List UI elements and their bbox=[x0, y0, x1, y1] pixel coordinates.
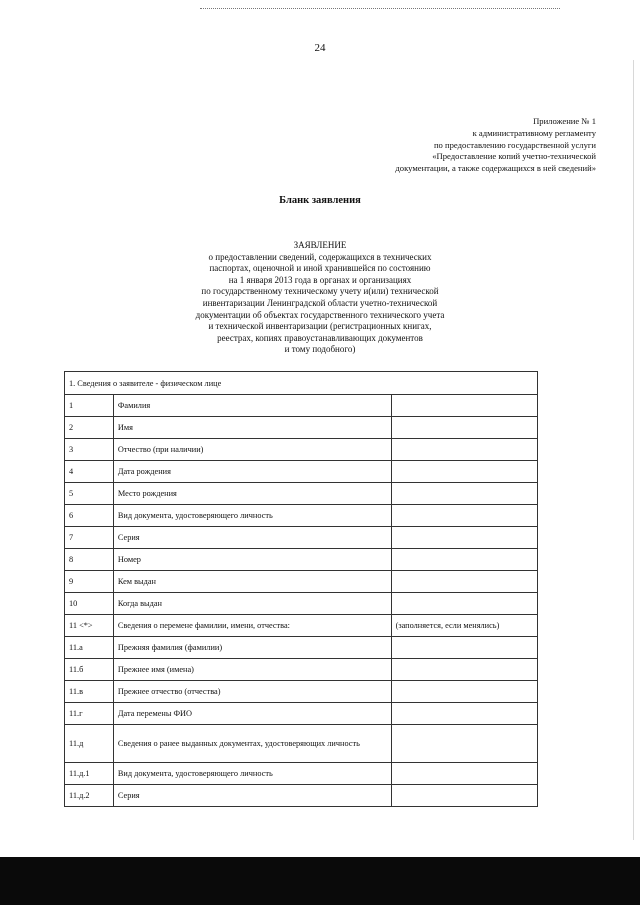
row-label: Дата рождения bbox=[113, 461, 391, 483]
row-number: 11.а bbox=[65, 637, 114, 659]
table-row bbox=[65, 549, 538, 571]
table-row bbox=[65, 571, 538, 593]
statement-line: по государственному техническому учету и(или) технической bbox=[201, 286, 439, 297]
row-number: 2 bbox=[65, 417, 114, 439]
table-row bbox=[65, 593, 538, 615]
statement-line: на 1 января 2013 года в органах и организациях bbox=[228, 274, 412, 285]
row-label: Прежнее отчество (отчества) bbox=[113, 681, 391, 703]
row-value-cell[interactable] bbox=[391, 461, 537, 483]
row-value-cell[interactable] bbox=[391, 505, 537, 527]
appendix-line: к административному регламенту bbox=[472, 127, 596, 138]
statement-line: инвентаризации Ленинградской области учетно-технической bbox=[202, 297, 438, 308]
row-number: 11.д.1 bbox=[65, 763, 114, 785]
scan-artifact-line bbox=[200, 8, 560, 15]
row-label: Номер bbox=[113, 549, 391, 571]
appendix-line: Приложение № 1 bbox=[533, 116, 596, 126]
row-value-cell[interactable] bbox=[391, 681, 537, 703]
row-label: Вид документа, удостоверяющего личность bbox=[113, 505, 391, 527]
table-row bbox=[65, 615, 538, 637]
row-number: 10 bbox=[65, 593, 114, 615]
row-number: 8 bbox=[65, 549, 114, 571]
row-label: Вид документа, удостоверяющего личность bbox=[113, 763, 391, 785]
row-number: 11 <*> bbox=[65, 615, 114, 637]
applicant-table bbox=[64, 371, 538, 807]
row-label: Когда выдан bbox=[113, 593, 391, 615]
scan-bottom-band bbox=[0, 857, 640, 905]
table-section-header-row bbox=[65, 372, 538, 395]
form-title: Бланк заявления bbox=[279, 195, 361, 206]
row-value-cell[interactable] bbox=[391, 417, 537, 439]
table-row bbox=[65, 461, 538, 483]
row-note-cell: (заполняется, если менялись) bbox=[391, 615, 537, 637]
table-row bbox=[65, 483, 538, 505]
row-label: Место рождения bbox=[113, 483, 391, 505]
row-number: 3 bbox=[65, 439, 114, 461]
row-number: 11.д.2 bbox=[65, 785, 114, 807]
row-number: 5 bbox=[65, 483, 114, 505]
table-row bbox=[65, 785, 538, 807]
table-row bbox=[65, 505, 538, 527]
row-label: Кем выдан bbox=[113, 571, 391, 593]
statement-heading bbox=[150, 240, 490, 356]
statement-line: и тому подобного) bbox=[284, 344, 356, 355]
row-value-cell[interactable] bbox=[391, 483, 537, 505]
row-number: 9 bbox=[65, 571, 114, 593]
row-label: Имя bbox=[113, 417, 391, 439]
row-number: 11.г bbox=[65, 703, 114, 725]
row-value-cell[interactable] bbox=[391, 571, 537, 593]
table-row bbox=[65, 527, 538, 549]
appendix-line: по предоставлению государственной услуги bbox=[433, 139, 596, 150]
row-label: Сведения о ранее выданных документах, удостоверяющих личность bbox=[113, 725, 391, 763]
row-label: Прежняя фамилия (фамилии) bbox=[113, 637, 391, 659]
row-label: Отчество (при наличии) bbox=[113, 439, 391, 461]
row-value-cell[interactable] bbox=[391, 395, 537, 417]
row-label: Серия bbox=[113, 527, 391, 549]
page-edge-line bbox=[632, 60, 634, 840]
appendix-block bbox=[276, 116, 596, 175]
statement-line: реестрах, копиях правоустанавливающих документов bbox=[217, 332, 423, 343]
row-value-cell[interactable] bbox=[391, 549, 537, 571]
row-number: 1 bbox=[65, 395, 114, 417]
row-label: Прежнее имя (имена) bbox=[113, 659, 391, 681]
table-row bbox=[65, 395, 538, 417]
table-row bbox=[65, 417, 538, 439]
table-row bbox=[65, 659, 538, 681]
row-value-cell[interactable] bbox=[391, 593, 537, 615]
statement-line: о предоставлении сведений, содержащихся в технических bbox=[208, 251, 432, 262]
statement-line: и технической инвентаризации (регистрационных книгах, bbox=[208, 321, 432, 332]
table-row bbox=[65, 725, 538, 763]
row-label: Дата перемены ФИО bbox=[113, 703, 391, 725]
table-row bbox=[65, 681, 538, 703]
appendix-line: документации, а также содержащихся в ней сведений» bbox=[395, 163, 596, 174]
row-number: 11.в bbox=[65, 681, 114, 703]
row-number: 4 bbox=[65, 461, 114, 483]
statement-line: паспортах, оценочной и иной хранившейся по состоянию bbox=[209, 263, 431, 274]
row-value-cell[interactable] bbox=[391, 785, 537, 807]
page-number: 24 bbox=[314, 42, 326, 54]
table-row bbox=[65, 439, 538, 461]
row-value-cell[interactable] bbox=[391, 763, 537, 785]
row-value-cell[interactable] bbox=[391, 703, 537, 725]
row-value-cell[interactable] bbox=[391, 725, 537, 763]
table-row bbox=[65, 703, 538, 725]
row-value-cell[interactable] bbox=[391, 637, 537, 659]
statement-line: документации об объектах государственного технического учета bbox=[195, 309, 445, 320]
row-number: 6 bbox=[65, 505, 114, 527]
row-value-cell[interactable] bbox=[391, 527, 537, 549]
row-label: Серия bbox=[113, 785, 391, 807]
row-label: Фамилия bbox=[113, 395, 391, 417]
table-row bbox=[65, 763, 538, 785]
row-label: Сведения о перемене фамилии, имени, отчества: bbox=[113, 615, 391, 637]
row-number: 11.б bbox=[65, 659, 114, 681]
row-value-cell[interactable] bbox=[391, 439, 537, 461]
section-header-cell: 1. Сведения о заявителе - физическом лице bbox=[65, 372, 538, 395]
statement-title: ЗАЯВЛЕНИЕ bbox=[293, 240, 347, 250]
appendix-line: «Предоставление копий учетно-технической bbox=[432, 151, 596, 162]
table-row bbox=[65, 637, 538, 659]
row-value-cell[interactable] bbox=[391, 659, 537, 681]
row-number: 11.д bbox=[65, 725, 114, 763]
row-number: 7 bbox=[65, 527, 114, 549]
